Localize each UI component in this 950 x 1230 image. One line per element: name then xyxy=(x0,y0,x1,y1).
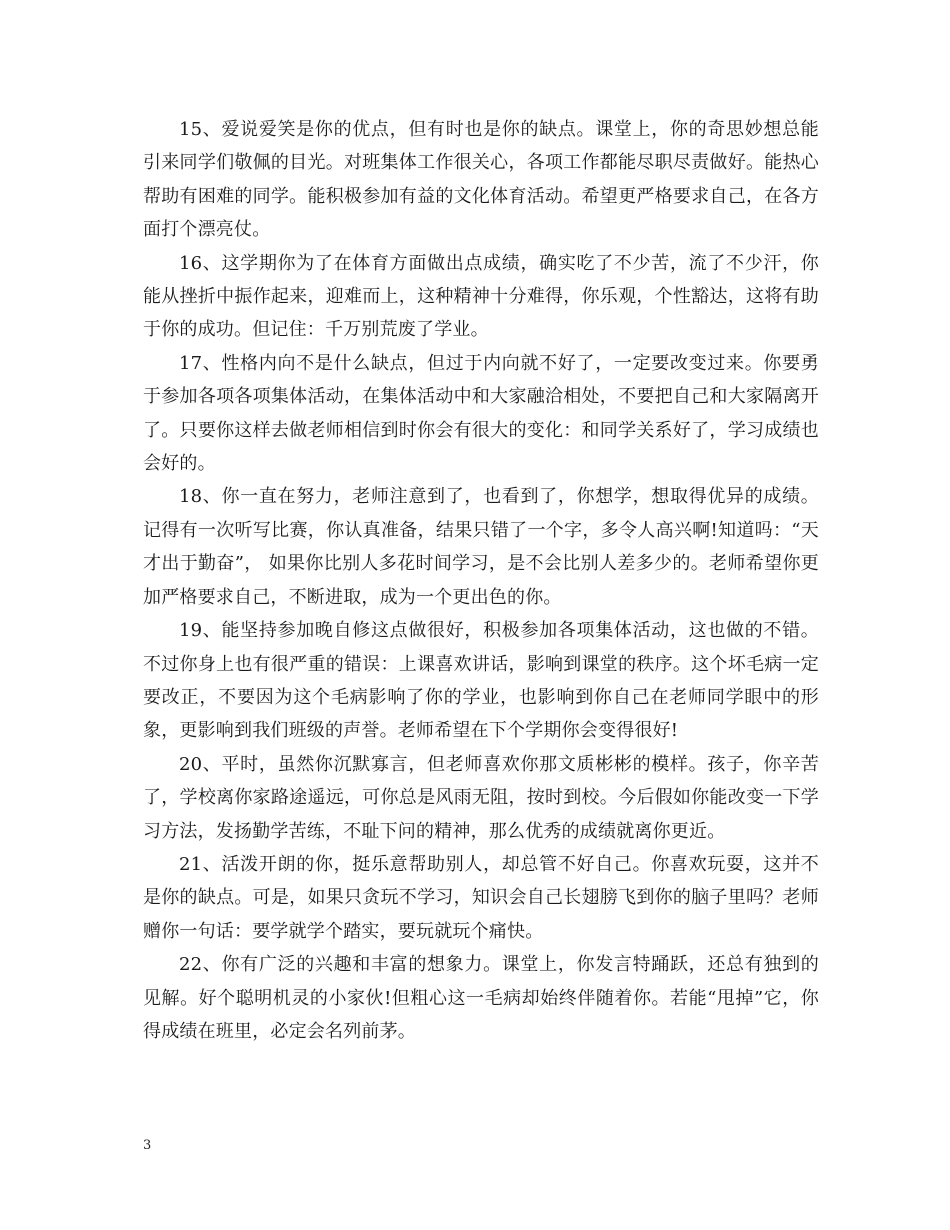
comment-paragraph-22: 22、你有广泛的兴趣和丰富的想象力。课堂上，你发言特踊跃，还总有独到的见解。好个聪明机灵的小家伙!但粗心这一毛病却始终伴随着你。若能“甩掉”它，你得成绩在班里，必定会名列前茅。 xyxy=(143,954,819,1042)
comment-paragraph-15: 15、爱说爱笑是你的优点，但有时也是你的缺点。课堂上，你的奇思妙想总能引来同学们敬佩的目光。对班集体工作很关心，各项工作都能尽职尽责做好。能热心帮助有困难的同学。能积极参加有益的文化体育活动。希望更严格要求自己，在各方面打个漂亮仗。 xyxy=(143,119,819,241)
comment-paragraph-21: 21、活泼开朗的你，挺乐意帮助别人，却总管不好自己。你喜欢玩耍，这并不是你的缺点。可是，如果只贪玩不学习，知识会自己长翅膀飞到你的脑子里吗？老师赠你一句话：要学就学个踏实，要玩就玩个痛快。 xyxy=(143,853,819,942)
page-number: 3 xyxy=(143,1138,152,1153)
comment-paragraph-16: 16、这学期你为了在体育方面做出点成绩，确实吃了不少苦，流了不少汗，你能从挫折中振作起来，迎难而上，这种精神十分难得，你乐观，个性豁达，这将有助于你的成功。但记住：千万别荒废了学业。 xyxy=(143,252,819,341)
document-body xyxy=(143,113,819,1048)
comment-paragraph-18: 18、你一直在努力，老师注意到了，也看到了，你想学，想取得优异的成绩。记得有一次听写比赛，你认真准备，结果只错了一个字，多令人高兴啊!知道吗：“天才出于勤奋”， 如果你比别人多花时间学习，是不会比别人差多少的。老师希望你更加严格要求自己，不断进取，成为一个更出色的你。 xyxy=(143,486,819,608)
comment-paragraph-17: 17、性格内向不是什么缺点，但过于内向就不好了，一定要改变过来。你要勇于参加各项各项集体活动，在集体活动中和大家融洽相处，不要把自己和大家隔离开了。只要你这样去做老师相信到时你会有很大的变化：和同学关系好了，学习成绩也会好的。 xyxy=(143,352,819,475)
comment-paragraph-20: 20、平时，虽然你沉默寡言，但老师喜欢你那文质彬彬的模样。孩子，你辛苦了，学校离你家路途遥远，可你总是风雨无阻，按时到校。今后假如你能改变一下学习方法，发扬勤学苦练，不耻下问的精神，那么优秀的成绩就离你更近。 xyxy=(143,753,819,842)
comment-paragraph-19: 19、能坚持参加晚自修这点做很好，积极参加各项集体活动，这也做的不错。不过你身上也有很严重的错误：上课喜欢讲话，影响到课堂的秩序。这个坏毛病一定要改正，不要因为这个毛病影响了你的学业，也影响到你自己在老师同学眼中的形象，更影响到我们班级的声誉。老师希望在下个学期你会变得很好! xyxy=(143,620,819,742)
